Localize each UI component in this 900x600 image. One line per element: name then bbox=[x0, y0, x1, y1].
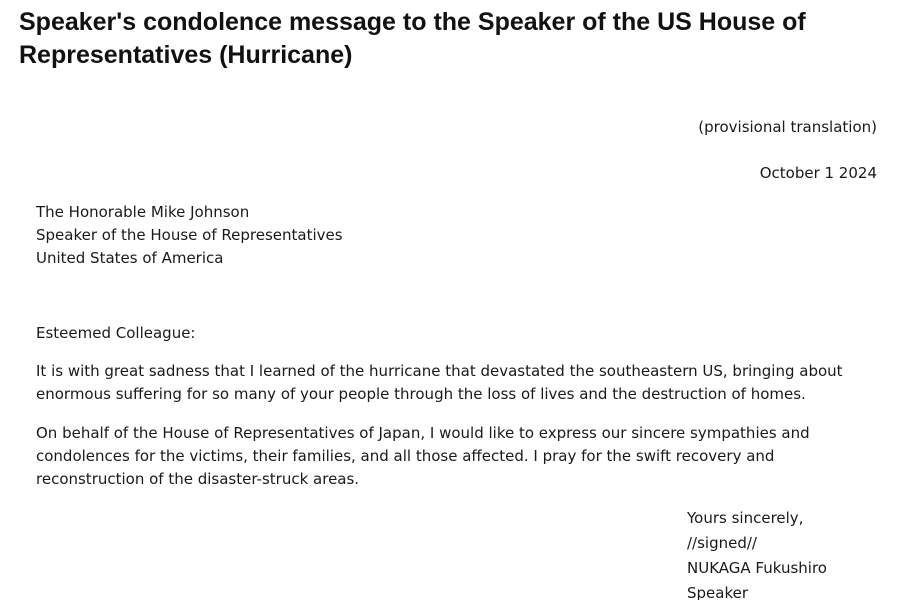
addressee-country: United States of America bbox=[36, 249, 224, 267]
signature-block bbox=[687, 506, 827, 600]
letter-date: October 1 2024 bbox=[759, 164, 877, 182]
page-title: Speaker's condolence message to the Speaker of the US House of Representatives (Hurricane) bbox=[19, 8, 806, 69]
signatory-name: NUKAGA Fukushiro bbox=[687, 559, 827, 577]
valediction: Yours sincerely, bbox=[687, 509, 804, 527]
addressee-name: The Honorable Mike Johnson bbox=[36, 203, 250, 221]
body-paragraph-1: It is with great sadness that I learned of the hurricane that devastated the southeastern US, bringing about enormous suffering for so many of your people through the loss of lives and the destruction of homes. bbox=[36, 362, 843, 403]
body-paragraph-2: On behalf of the House of Representatives of Japan, I would like to express our sincere sympathies and condolences for the victims, their families, and all those affected. I pray for the swift recovery and reconstruction of the disaster-struck areas. bbox=[36, 424, 810, 488]
signatory-position: Speaker bbox=[687, 584, 749, 600]
provisional-translation-note: (provisional translation) bbox=[698, 118, 877, 136]
addressee-block bbox=[36, 201, 343, 270]
salutation: Esteemed Colleague: bbox=[36, 324, 196, 342]
signed-mark: //signed// bbox=[687, 534, 757, 552]
addressee-title: Speaker of the House of Representatives bbox=[36, 226, 343, 244]
